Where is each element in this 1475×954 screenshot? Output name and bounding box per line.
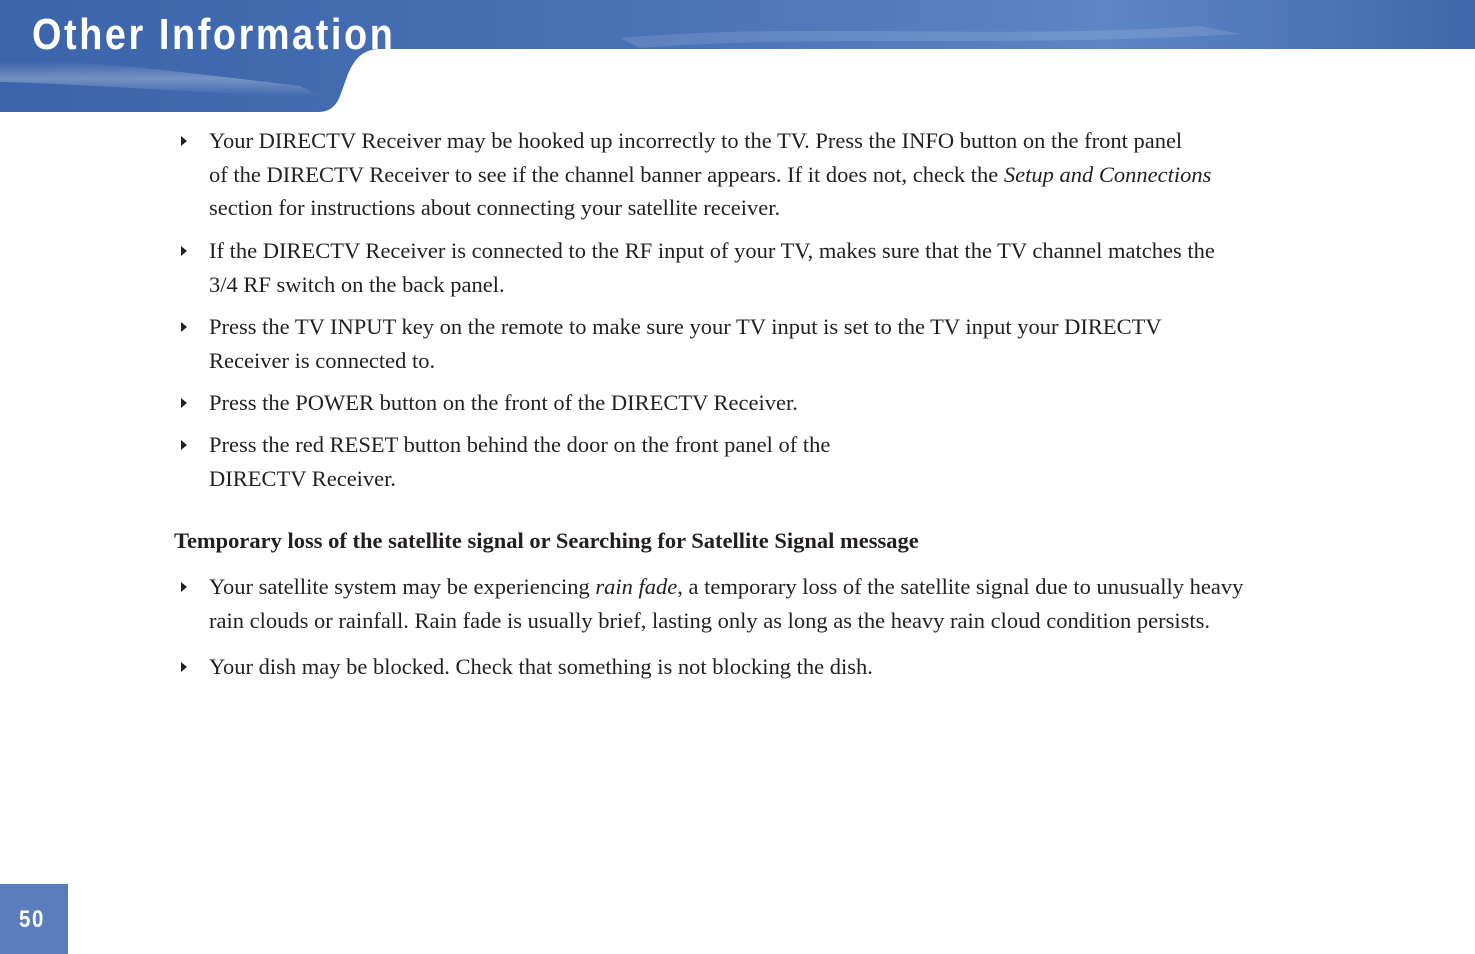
- text-run: of the DIRECTV Receiver to see if the channel banner appears. If it does not, check the: [209, 161, 1004, 187]
- text-run: Your DIRECTV Receiver may be hooked up incorrectly to the TV. Press the INFO button on the front panel: [209, 128, 1183, 153]
- text-line: [209, 570, 1319, 604]
- text-line: [209, 428, 1319, 462]
- list-item: [209, 386, 1319, 420]
- text-run: Press the TV INPUT key on the remote to make sure your TV input is set to the TV input your DIRECTV: [209, 314, 1162, 339]
- text-run: DIRECTV Receiver.: [209, 465, 397, 491]
- text-run: , a temporary loss of the satellite signal due to unusually heavy: [677, 574, 1244, 599]
- text-run: Your dish may be blocked. Check that something is not blocking the dish.: [209, 654, 873, 679]
- text-run: Receiver is connected to.: [209, 347, 436, 373]
- italic-text: Setup and Connections: [1003, 161, 1212, 187]
- triangle-bullet-icon: [181, 246, 187, 256]
- list-item: [209, 428, 1319, 495]
- triangle-bullet-icon: [181, 440, 187, 450]
- text-line: [209, 310, 1319, 344]
- text-run: Press the POWER button on the front of the DIRECTV Receiver.: [209, 390, 798, 415]
- text-line: [209, 386, 1319, 420]
- text-line: [209, 191, 1319, 225]
- page-header: [0, 0, 1475, 112]
- text-line: [209, 268, 1319, 302]
- list-item: [209, 570, 1319, 637]
- text-line: [209, 124, 1319, 158]
- list-item: [209, 310, 1319, 377]
- italic-text: rain fade: [595, 574, 678, 599]
- text-line: [209, 158, 1319, 192]
- list-item: [209, 234, 1319, 301]
- triangle-bullet-icon: [181, 582, 187, 592]
- triangle-bullet-icon: [181, 398, 187, 408]
- text-line: [209, 604, 1319, 638]
- triangle-bullet-icon: [181, 322, 187, 332]
- text-line: [209, 234, 1319, 268]
- text-line: [209, 650, 1319, 684]
- page-number: 50: [19, 906, 46, 933]
- triangle-bullet-icon: [181, 662, 187, 672]
- text-run: If the DIRECTV Receiver is connected to the RF input of your TV, makes sure that the TV channel matches the: [209, 238, 1215, 263]
- section-heading: Temporary loss of the satellite signal or Searching for Satellite Signal message: [174, 528, 919, 553]
- text-run: Your satellite system may be experiencing: [209, 574, 596, 599]
- list-item: [209, 650, 1319, 684]
- list-item: [209, 124, 1319, 225]
- page-title: Other Information: [32, 10, 396, 59]
- text-run: rain clouds or rainfall. Rain fade is usually brief, lasting only as long as the heavy rain cloud condition persists.: [209, 607, 1211, 633]
- text-run: Press the red RESET button behind the door on the front panel of the: [209, 432, 831, 457]
- text-line: [209, 462, 1319, 496]
- triangle-bullet-icon: [181, 136, 187, 146]
- text-run: section for instructions about connecting your satellite receiver.: [209, 195, 781, 220]
- text-line: [209, 344, 1319, 378]
- text-run: 3/4 RF switch on the back panel.: [209, 271, 505, 297]
